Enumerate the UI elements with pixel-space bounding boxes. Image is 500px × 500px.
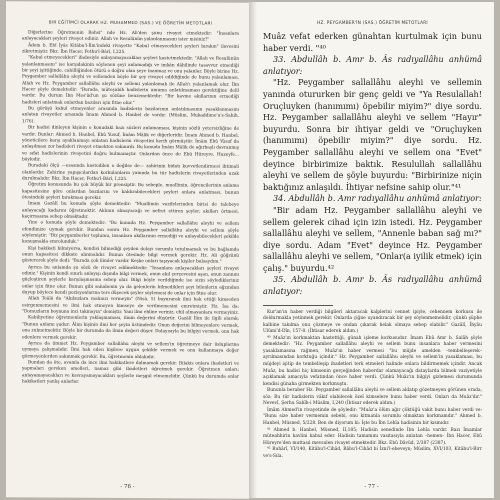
book-spread: [6, 2, 494, 498]
left-paragraph: Buradaki ölçü —esasında kastedilen o değilse de— zahirinin bidatı kuvvetlendirmesi ihtimali olanlardır. Zahirine yapışıcılardan korkulanların yanında bu tür hadislerin rivayetlerinden uzak durulmalıdır. Bkz. İbn Hacer, Fethu'l-Bârî, I,225.: [22, 163, 239, 182]
left-paragraph: Âdem b. Ebî İyâs Kitâbu'l-İlm'indeki rivayette "Kabul etmeyecekleri şeyleri bırakın" ilavesini zikretmiştir. Bkz. İbn Hacer, Fethu'l-Bârî, I,225.: [22, 43, 239, 56]
left-paragraph: Kişi hakikati bilmiyorsa, kendisi bilmediği şeyden dolayı sorumlu tutulmamalı ve bu bağlamda onun kapasitesi dikkate alınmalıdır. Bunun ötesinde bilgi vermek gerekir. Hz. Ali göğsünü göstererek şöyle dedi: "Burada çok ilimler vardır. Keşke onları taşıyacak kişiler bulsaydım.": [22, 246, 239, 265]
left-page: [6, 1, 249, 498]
main-paragraph: "Bir adam Hz. Peygamber sallallâhu aleyhi ve sellem gelerek cihad için izin istedi. Hz. Peygamber sallallâhu aleyhi ve sellem, "Annenle baban sağ mı?" diye sordu. Adam "Evet" deyince Hz. Peygamber sallallâhu aleyhi ve sellem, "Onlar(a iyilik etmek) için çalış." buyurdu.⁴²: [263, 204, 482, 273]
left-paragraph: Ayrıca da ümmet Hz. Peygamber sallallâhu aleyhi ve sellem'in öğretmeye dair üsluplarına uymaya çalışmalıdır. İlmi hak eden kişilere uygun şekilde vermek ve onu kullanmaya değer görmeyenlerden sakınmak gerekir. Bu, öğretmenin ahlakıdır.: [22, 341, 239, 360]
right-running-header: HZ. PEYGAMBER'İN (SAS.) ÖĞRETİM METOTLARI: [317, 20, 428, 25]
footnote: Kur'an'ın haber verdiği bilgileri aktaracak kalplerini cennet ipiyle, cehennem korkusu ile doldurmakla yetinmek gerekir. Onlarda çiğne uyandıracak bir şey söylenmemelidir, çünkü şüphe kalbine takılma onu çözmeye ve ondan çıkarak helak olmaya sebep olabilir." Gazâlî, İhyâu Ulûmi'd-Dîn, 157-8. (İhtisar ederek aldım.): [263, 309, 482, 335]
left-paragraph: Allah Teâlâ da "Akılsızlara malınızı vermeyin" (Nisâ, 5) buyurarak ilmi hak ettiği kimseden esirgenmemesini ve ilmi hak etmeyen kimseye de verilmemesini emretmiştir. Hz. İsa da: "Domuzların boynuna inci takmayın" demiştir. Yani ilmi ehline veriniz, ehil olmayanlara vermeyiniz.: [22, 296, 240, 316]
right-page-main-text: [263, 31, 482, 298]
left-paragraph: İmam Gazâlî bu konuda şöyle demektedir: "Muallimin vazifelerinden birisi de talebeye anlayacağı kadarını öğretmektir. Aklının almayacağı ve nefret ettiren şeyler, akılları örtmesi, kaçırmasına sebep olmaktadır.: [22, 201, 239, 220]
footnote-rule: [263, 305, 333, 306]
right-page-footnotes: [263, 310, 482, 461]
hadith-heading: 33. Abdullâh b. Amr b. Âs radıyallâhu anhümâ anlatıyor:: [263, 54, 482, 76]
footnote: ⁴² Buhârî, VI/140, Kitâbu'l-Cihâd, Bâbu'l-Cihâd bi İzni'l-ebeveyn; Müslim, XVI/103, Kitâbu'l-Birr ve's-Sıla.: [263, 447, 482, 459]
left-paragraph: Bu görüşü kabul etmeyenler arasında hadislerin bazılarının anlatılmasının yasaklanmasını anlatan rivayetler arasında İmam Ahmed b. Hanbel de vardır. (Müslim, Mukaddime'u's-Sahih, 1/76).: [22, 106, 239, 125]
left-page-number: - 76 -: [120, 483, 135, 491]
footnote: Bununla beraber Hz. Peygamber sallallâhu aleyhi ve sellem aldatıp gözetmeyen görünen orada, söz: Bu tür hadislerin vâkıf olabilecek özel kimselere bunu haber verdi. Onları da Muâz'dır." Nevevî, Şerhu Sahîh-i Müslim, I,240 (İhtisar ederek aldım.): [263, 388, 482, 407]
left-paragraph: Bir hadisi dinleyen kişinin o konudaki bazı sözleri anlamaması, kişinin sözlü yetersizliğine de vardır. Bunlar: Ahmed b. Hanbel, Ebû Yusuf, İmâm Mâlik ve diğerleridir. İmam Ahmed b. Hanbel, yöneticilere karşı ayaklanmayı anlatan hadislerin rivayetini kerih görmüştür. İmâm Ebû Yûsuf da anlaşılması zor hadisleri rivayet etmekten sakınırdı. Bu konuda İmâm Mâlik de ağırbaşlı davranmış ve sıfat hadislerinin rivayetini doğru bulmamıştır. Onlardan önce de Ebû Hüreyre, Huzeyfe... böyledir.: [22, 125, 239, 163]
left-paragraph: Diğerlerine Öğretmenin Bahsi" nde Hz. Ali'den şunu rivayet etmektedir: "İnsanlara anlayacakları şeyleri rivayet ediniz. Allah ve Resulünün yalanlanmasını ister misiniz?": [22, 30, 239, 43]
left-page-body: [22, 30, 239, 387]
footnote: İmâm Ahmed'in rivayetinde de şöyledir: "Muâz'a ölüm ağır çöktüğü vakit bunu haber verdi ve: "Bunu size haber vermemin sebebi, onu kitmanla sorumlu olmaktan korkmamdır." Ahmed b. Hanbel, Müsned, 5/228. Ben de diyorum ki: İşte bu İbn Lehîa hadisinin bir kısmıdır.: [263, 407, 482, 426]
hadith-heading: 35. Abdullâh b. Amr b. Âs radıyallâhu anhümâ anlatıyor:: [263, 274, 482, 297]
left-paragraph: Bundan da öte, avamla da ince ilmi hakikatlere dalmamak gerekir. Bilakis onlara ibadetleri ve yapmaları gereken amelleri, namaz gibi ibadetleri öğretmek gerekir. Öğretmen onları; anlayamayacakları ve kavrayamayacakları şeylerle meşgul etmemelidir. Çünkü bu durumda onlar hakikatleri yanlış anlarlar.: [22, 360, 239, 385]
left-paragraph: Ayrıca bu anlamda şu sözü de rivayet edilmektedir: "İnsanlara anlayacakları şeyleri rivayet ediniz." Kişinin kendi sınırlı anlayışı dışında bilgi vermek, onun akıl çerçevesini aşan, onun zannını güçleştiren şeylerle karşılaşmasına sebep olur. Bilgi böyle verildiğinde ise sizin söyledikleriniz onlar için fitne olur. Bunun gibi sahabenin ya da gelenlerin bilmedikleri şeyi bilenlerin ağzından duyup böylece kendi pozisyonlarına ters düşecek şeyler söylemesi de onlar için fitne olur.: [22, 265, 239, 297]
left-paragraph: Kabiliyetine öğretmenlerin yaklaşmaması, ilmin değerini düşürür. Gazâlî İlim ile ilgili olarak; "Bunun anlamı şudur: Âlim kişinin ilmi her şeyin üstündedir. Onun değerini bilmeyenlere vermek, ona zulmetmektir. Böyle bir durumda da ilmin değeri düşer. Dolayısıyla bu bilgiyi vermek, onu hak edenlere vermek gerekir.: [22, 315, 239, 341]
right-page-number: - 77 -: [364, 484, 379, 490]
left-running-header: BIR EĞİTİMCİ OLARAK HZ. MUHAMMED (SAS.) VE ÖĞRETİM METOTLARI: [48, 19, 213, 26]
right-page: [249, 2, 494, 498]
left-paragraph: "Kabul etmeyecekleri" ifadesiyle anlayamayacakları şeyleri kastetmektedir. "Allah ve Resulünün yalanlanmasını" ise karşıdakinin söylenen şeyi anlamadığı ve imkân dâhilinde tasavvur etmediği bir şeyi işittiğinde, cahilliğinden ötürü o doğru olan şeye inanmaz ve onu yalanlar. Böyle birine Hz. Peygamber sallallâhu aleyhi ve sellemden böyle bir şey rivayet edildiğinde de bunu yalanlaması, Allah ve Hz. Peygamber sallallâhu aleyhi ve sellemi yalanlamak ile Allah'ı yalanlamak olur. İbn Hacer şöyle demektedir: "Burada, müteşabih hadislerin umuma anlatılmaması gerektiğine delil vardır. Bu durum İbn Mes'ûd'un şu sözüne benzemektedir: "Bir kavme akıllarının ermediği hadisleri anlatmak onlardan bazıları için fitne olur.": [22, 55, 239, 106]
main-paragraph: "Hz. Peygamber sallallâhu aleyhi ve sellemin yanında otururken bir genç geldi ve "Ya Resulallah! Oruçluyken (hanımımı) öpebilir miyim?" diye sordu. Hz. Peygamber sallallâhu aleyhi ve sellem "Hayır" buyurdu. Sonra bir ihtiyar geldi ve "Oruçluyken (hanımımı) öpebilir miyim?" diye sordu. Hz. Peygamber sallallâhu aleyhi ve sellem ona "Evet" deyince birbirimize baktık. Resulullah sallallâhu aleyhi ve sellem de şöyle buyurdu: "Birbirinize niçin baktığınız anlaşıldı. İhtiyar nefsine sahip olur."⁴¹: [263, 77, 482, 192]
main-paragraph: Muâz vefat ederken günahtan kurtulmak için bunu haber verdi. "⁴⁰: [263, 31, 482, 53]
footnote: ⁴¹ Ahmed b. Hanbel, Müsned, II,185; Hadisin senedinde İbn Lehîa vardır. Bazı İmamlar müteahhirin kavlini kabul eder. Hadisin tamamını vasıtasıyla anlatan –hemen– İbn Hacer, Ebû Hüreyre'den muttasıl mevsulen rivayet etmektedir. Bkz. Ebû Dâvûd, 2/387 (2387).: [263, 427, 482, 446]
hadith-heading: 34. Abdullâh b. Amr radıyallâhu anhümâ anlatıyor:: [273, 193, 482, 204]
left-paragraph: Öğretim konusunda bu çok büyük bir prensiptir. Bu sebeple, muallimin, öğrencilerinin anlama kapasitesine göre onlardan bazılarını ve kaldırabilecekleri şeyleri onlara anlatması, bunun ötesindeki şeyleri bırakması gerekir.: [22, 182, 239, 201]
footnote: ⁴⁰ Muâz'ın korkmaktan kastettiği, günah işleme korkusudur. İmam Ebû Amr b. Salâh şöyle demektedir: "Hz. Peygamber sallallâhu aleyhi ve sellem bunu insanlara haber vermesini yasaklamasına rağmen, Muâz'ın haber vermesi "bu müjde amelden –tembelleşerek– ayrılmasından korktuğu içindir." Hz. Peygamber sallallâhu aleyhi ve sellem'in yasaklaması, bu müjdeyi işitip de tembelleşip ibadetleri terk etmeleri halinde onlara bildirmemek içindir. Ancak Muâz, bu hadisi hiç kimsenin gerçeğinden haberdar olamayacağı dataylarda bilmek vaziyetiyle açıklamak amacıyla vefatından önce haber verdi. Çünkü Muâz'ın bilgiyi gizlemesi durumunda kendisi günaha girmekten korkmuştu.: [263, 335, 482, 387]
left-paragraph: Yine o konuda şöyle demektedir: "Bu konuda Hz. Peygamber sallallâhu aleyhi ve sellem efendimize uymak gerekir. Bundan sonra Hz. Peygamber sallallâhu aleyhi ve sellem şöyle söylemiştir: "Biz peygamberler toplumu, insanlara akıllarının ermediği ve anlayabilecekleri şekilde konuşmakla emrolunduk.": [22, 220, 239, 246]
